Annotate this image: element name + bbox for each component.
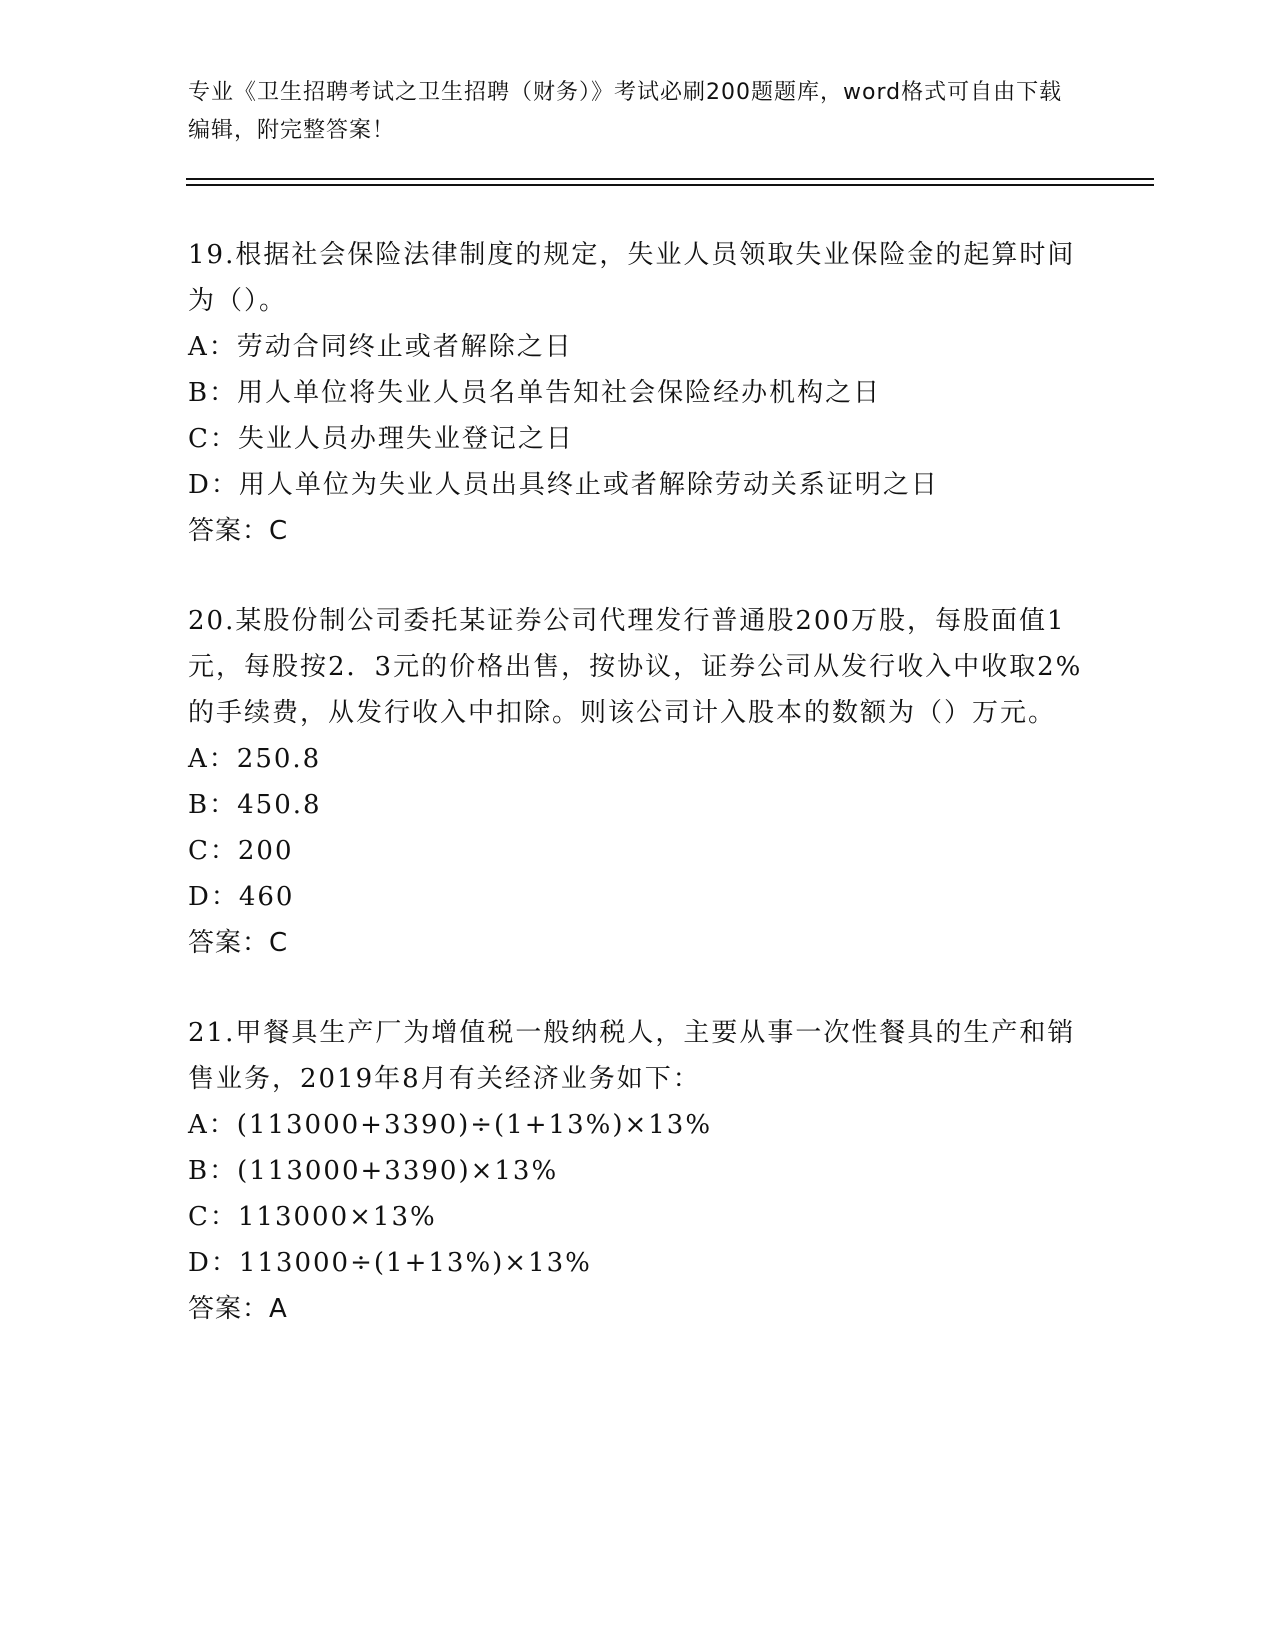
option-c: C：200 xyxy=(188,836,294,866)
question-21 xyxy=(188,1010,1088,1332)
question-stem: 19.根据社会保险法律制度的规定，失业人员领取失业保险金的起算时间为（）。 xyxy=(188,240,1076,316)
question-stem: 21.甲餐具生产厂为增值税一般纳税人，主要从事一次性餐具的生产和销售业务，2019年8月有关经济业务如下： xyxy=(188,1018,1076,1094)
question-19 xyxy=(188,232,1088,554)
option-a: A：(113000+3390)÷(1+13%)×13% xyxy=(188,1110,713,1140)
question-list xyxy=(188,232,1088,1376)
option-b: B：(113000+3390)×13% xyxy=(188,1156,559,1186)
option-b: B：450.8 xyxy=(188,790,322,820)
document-header: 专业《卫生招聘考试之卫生招聘（财务）》考试必刷200题题库，word格式可自由下载编辑，附完整答案！ xyxy=(188,80,1063,143)
option-c: C：113000×13% xyxy=(188,1202,437,1232)
option-d: D：用人单位为失业人员出具终止或者解除劳动关系证明之日 xyxy=(188,470,939,500)
answer-line: 答案：A xyxy=(188,1294,288,1324)
answer-line: 答案：C xyxy=(188,928,289,958)
header-divider-bottom xyxy=(186,184,1154,186)
option-d: D：113000÷(1+13%)×13% xyxy=(188,1248,592,1278)
header-divider-top xyxy=(186,178,1154,180)
option-c: C：失业人员办理失业登记之日 xyxy=(188,424,574,454)
option-a: A：劳动合同终止或者解除之日 xyxy=(188,332,573,362)
option-d: D：460 xyxy=(188,882,295,912)
option-b: B：用人单位将失业人员名单告知社会保险经办机构之日 xyxy=(188,378,882,408)
question-20 xyxy=(188,598,1088,966)
answer-line: 答案：C xyxy=(188,516,289,546)
option-a: A：250.8 xyxy=(188,744,322,774)
question-stem: 20.某股份制公司委托某证券公司代理发行普通股200万股，每股面值1元，每股按2．3元的价格出售，按协议，证券公司从发行收入中收取2%的手续费，从发行收入中扣除。则该公司计入股本的数额为（）万元。 xyxy=(188,606,1083,728)
